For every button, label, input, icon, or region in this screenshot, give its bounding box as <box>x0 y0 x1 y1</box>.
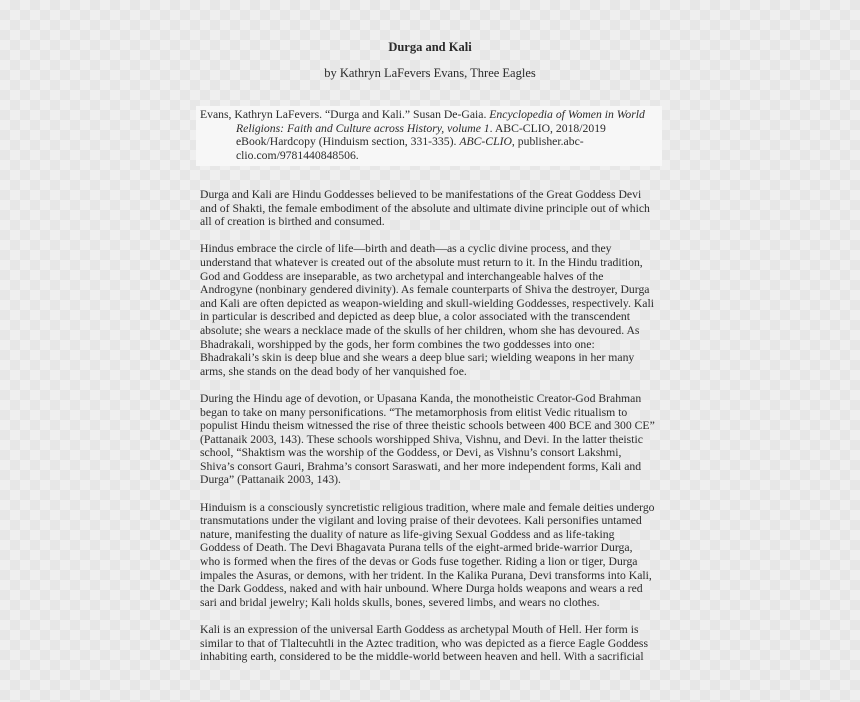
paragraph-line: populist Hindu theism witnessed the rise of three theistic schools between 400 BCE and 300 CE” <box>200 419 655 433</box>
paragraph-line: arms, she stands on the dead body of her vanquished foe. <box>200 364 467 378</box>
paragraph-line: Kali is an expression of the universal Earth Goddess as archetypal Mouth of Hell. Her form is <box>200 623 639 636</box>
citation-book-title: Religions: Faith and Culture across History, volume 1 <box>236 121 490 135</box>
paragraph-line: began to take on many personifications. “The metamorphosis from elitist Vedic ritualism to <box>200 405 628 419</box>
paragraph-line: sari and bridal jewelry; Kali holds skulls, bones, severed limbs, and wears no clothes. <box>200 595 600 609</box>
paragraph-line: impales the Asuras, or demons, with her trident. In the Kalika Purana, Devi transforms into Kali, <box>200 568 652 582</box>
document-title: Durga and Kali <box>388 40 472 54</box>
paragraph-line: inhabiting earth, considered to be the middle-world between heaven and hell. With a sacrificial <box>200 650 644 664</box>
paragraph-line: all of creation is birthed and consumed. <box>200 215 385 229</box>
paragraph-line: Shiva’s consort Gauri, Brahma’s consort Saraswati, and her more independent forms, Kali and <box>200 459 642 473</box>
paragraph-line: Hindus embrace the circle of life—birth and death—as a cyclic divine process, and they <box>200 242 612 256</box>
paragraph-line: Bhadrakali’s skin is deep blue and she wears a deep blue sari; wielding weapons in her many <box>200 351 635 365</box>
paragraph-line: and of Shakti, the female embodiment of the absolute and ultimate divine principle out of which <box>200 201 650 215</box>
paragraph-line: Bhadrakali, worshipped by the gods, her form combines the two goddesses into one: <box>200 337 595 351</box>
paragraph-line: nature, manifesting the duality of nature as life-giving Sexual Goddess and as life-taking <box>200 527 615 541</box>
citation-line <box>200 135 658 149</box>
paragraph-line: who is formed when the fires of the devas or Gods fuse together. Riding a lion or tiger, Durga <box>200 555 638 569</box>
paragraph-line: the Dark Goddess, naked and with hair unbound. Where Durga holds weapons and wears a red <box>200 582 643 596</box>
paragraph-line: During the Hindu age of devotion, or Upasana Kanda, the monotheistic Creator-God Brahman <box>200 391 642 405</box>
body-paragraph <box>200 501 662 610</box>
citation-text: eBook/Hardcopy (Hinduism section, 331-335). <box>236 135 460 149</box>
paragraph-line: and Kali are often depicted as weapon-wielding and skull-wielding Goddesses, respectively. Kali <box>200 296 654 310</box>
citation-text: . ABC-CLIO, 2018/2019 <box>489 121 606 135</box>
citation-text: , publisher.abc- <box>511 135 584 149</box>
paragraph-line: school, “Shaktism was the worship of the Goddess, or Devi, as Vishnu’s consort Lakshmi, <box>200 446 622 460</box>
paragraph-line: God and Goddess are inseparable, as two archetypal and interchangeable halves of the <box>200 269 604 283</box>
paragraph-line: (Pattanaik 2003, 143). These schools worshipped Shiva, Vishnu, and Devi. In the latter theistic <box>200 432 643 446</box>
citation-book-title: Encyclopedia of Women in World <box>489 108 645 121</box>
body-paragraph <box>200 392 662 487</box>
paragraph-line: understand that whatever is created out of the absolute must return to it. In the Hindu tradition, <box>200 255 643 269</box>
citation-block <box>196 106 662 166</box>
paragraph-line: Goddess of Death. The Devi Bhagavata Purana tells of the eight-armed bride-warrior Durga, <box>200 541 633 555</box>
paragraph-line: similar to that of Tlaltecuhtli in the Aztec tradition, who was depicted as a fierce Eagle Goddess <box>200 636 648 650</box>
paragraph-line: in particular is described and depicted as deep blue, a color associated with the transcendent <box>200 310 631 324</box>
document-byline: by Kathryn LaFevers Evans, Three Eagles <box>324 66 536 80</box>
body-paragraph <box>200 242 662 378</box>
paragraph-line: Durga” (Pattanaik 2003, 143). <box>200 473 341 487</box>
citation-url: clio.com/9781440848506. <box>236 148 359 162</box>
citation-line <box>200 108 658 122</box>
paragraph-line: transmutations under the vigilant and loving praise of their devotees. Kali personifies untamed <box>200 514 642 528</box>
paragraph-line: absolute; she wears a necklace made of the skulls of her children, whom she has devoured. As <box>200 323 640 337</box>
paragraph-line: Hinduism is a consciously syncretistic religious tradition, where male and female deities undergo <box>200 500 655 514</box>
paragraph-line: Androgyne (nonbinary gendered divinity). As female counterparts of Shiva the destroyer, Durga <box>200 283 650 297</box>
citation-text: Evans, Kathryn LaFevers. “Durga and Kali.” Susan De-Gaia. <box>200 108 490 121</box>
citation-publisher: ABC-CLIO <box>459 135 512 149</box>
citation-line <box>200 122 658 136</box>
body-paragraph <box>200 623 662 664</box>
body-paragraph <box>200 188 662 229</box>
document-body <box>200 188 662 677</box>
paragraph-line: Durga and Kali are Hindu Goddesses believed to be manifestations of the Great Goddess Devi <box>200 188 642 201</box>
